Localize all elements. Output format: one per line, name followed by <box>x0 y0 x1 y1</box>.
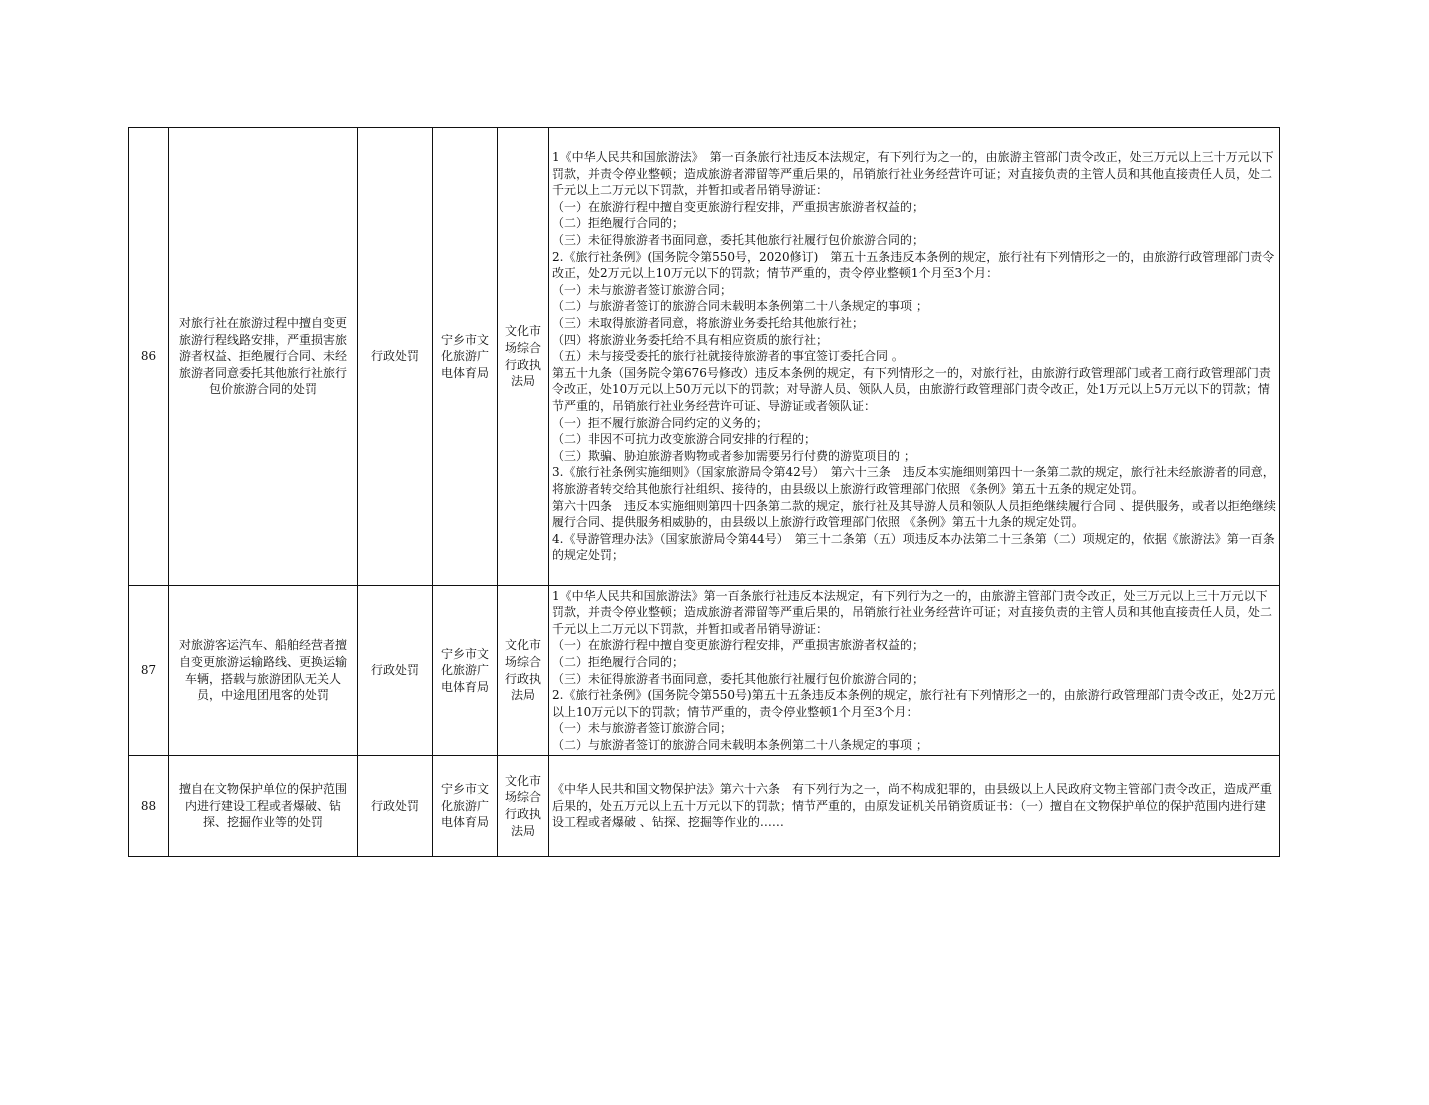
power-type: 行政处罚 <box>358 586 433 756</box>
legal-basis-line: （二）拒绝履行合同的； <box>552 216 685 231</box>
legal-basis-line: （一）未与旅游者签订旅游合同； <box>552 282 733 297</box>
legal-basis-line: 1《中华人民共和国旅游法》 第一百条旅行社违反本法规定，有下列行为之一的，由旅游主管部门责令改正，处三万元以上三十万元以下罚款，并责令停业整顿；造成旅游者滞留等严重后果的，吊销旅行社业务经营许可证；对直接负责的主管人员和其他直接责任人员，处二千元以上二万元以下罚款，并暂扣或者吊销导游证： <box>552 150 1274 198</box>
legal-basis-line: 2.《旅行社条例》(国务院令第550号，2020修订) 第五十五条违反本条例的规定，旅行社有下列情形之一的，由旅游行政管理部门责令改正，处2万元以上10万元以下的罚款；情节严重的，责令停业整顿1个月至3个月： <box>552 249 1275 281</box>
legal-basis-line: 《中华人民共和国文物保护法》第六十六条 有下列行为之一，尚不构成犯罪的，由县级以上人民政府文物主管部门责令改正，造成严重后果的，处五万元以上五十万元以下的罚款；情节严重的，由原发证机关吊销资质证书：（一）擅自在文物保护单位的保护范围内进行建设工程或者爆破 、钻探、挖掘等作业的…… <box>552 782 1273 830</box>
penalty-item-name: 擅自在文物保护单位的保护范围内进行建设工程或者爆破、钻探、挖掘作业等的处罚 <box>169 756 358 857</box>
legal-basis-line: （二）与旅游者签订的旅游合同未载明本条例第二十八条规定的事项 ； <box>552 299 928 314</box>
legal-basis-line: （一）拒不履行旅游合同约定的义务的； <box>552 415 769 430</box>
legal-basis-line: 4.《导游管理办法》（国家旅游局令第44号） 第三十二条第（五）项违反本办法第二十三条第（二）项规定的，依据《旅游法》第一百条的规定处罚； <box>552 531 1275 563</box>
legal-basis-line: （三）欺骗、胁迫旅游者购物或者参加需要另行付费的游览项目的 ； <box>552 448 916 463</box>
legal-basis <box>549 586 1280 756</box>
legal-basis-line: 第五十九条（国务院令第676号修改）违反本条例的规定，有下列情形之一的，对旅行社，由旅游行政管理部门或者工商行政管理部门责令改正，处10万元以上50万元以下的罚款；对导游人员、领队人员，由旅游行政管理部门责令改正，处1万元以上5万元以下的罚款；情节严重的，吊销旅行社业务经营许可证、导游证或者领队证： <box>552 365 1271 413</box>
legal-basis-line: （一）未与旅游者签订旅游合同； <box>552 721 733 736</box>
legal-basis-line: （三）未征得旅游者书面同意，委托其他旅行社履行包价旅游合同的； <box>552 233 925 248</box>
legal-basis-line: （二）拒绝履行合同的； <box>552 654 685 669</box>
legal-basis-line: （一）在旅游行程中擅自变更旅游行程安排，严重损害旅游者权益的； <box>552 199 925 214</box>
implementing-department: 宁乡市文化旅游广电体育局 <box>433 756 498 857</box>
table-row <box>129 128 1280 586</box>
implementing-department: 宁乡市文化旅游广电体育局 <box>433 128 498 586</box>
enforcement-agency: 文化市场综合行政执法局 <box>498 586 549 756</box>
penalty-item-name: 对旅行社在旅游过程中擅自变更旅游行程线路安排，严重损害旅游者权益、拒绝履行合同、未经旅游者同意委托其他旅行社旅行包价旅游合同的处罚 <box>169 128 358 586</box>
penalty-item-name: 对旅游客运汽车、船舶经营者擅自变更旅游运输路线、更换运输车辆，搭载与旅游团队无关人员，中途甩团甩客的处罚 <box>169 586 358 756</box>
penalty-items-table <box>128 127 1280 857</box>
implementing-department: 宁乡市文化旅游广电体育局 <box>433 586 498 756</box>
legal-basis-line: （四）将旅游业务委托给不具有相应资质的旅行社； <box>552 332 829 347</box>
legal-basis-line: （一）在旅游行程中擅自变更旅游行程安排，严重损害旅游者权益的； <box>552 638 925 653</box>
row-number: 88 <box>129 756 169 857</box>
legal-basis <box>549 128 1280 586</box>
legal-basis-line: （二）非因不可抗力改变旅游合同安排的行程的； <box>552 432 817 447</box>
legal-basis-line: 3.《旅行社条例实施细则》（国家旅游局令第42号） 第六十三条 违反本实施细则第四十一条第二款的规定，旅行社未经旅游者的同意，将旅游者转交给其他旅行社组织、接待的，由县级以上旅游行政管理部门依照 《条例》第五十五条的规定处罚。 <box>552 465 1275 496</box>
legal-basis-line: （三）未取得旅游者同意，将旅游业务委托给其他旅行社； <box>552 316 865 331</box>
legal-basis-line: 1《中华人民共和国旅游法》第一百条旅行社违反本法规定，有下列行为之一的，由旅游主管部门责令改正，处三万元以上三十万元以下罚款，并责令停业整顿；造成旅游者滞留等严重后果的，吊销旅行社业务经营许可证；对直接负责的主管人员和其他直接责任人员，处二千元以上二万元以下罚款，并暂扣或者吊销导游证： <box>552 588 1273 636</box>
row-number: 86 <box>129 128 169 586</box>
legal-basis <box>549 756 1280 857</box>
power-type: 行政处罚 <box>358 128 433 586</box>
legal-basis-line: （五）未与接受委托的旅行社就接待旅游者的事宜签订委托合同 。 <box>552 349 904 364</box>
legal-basis-line: 第六十四条 违反本实施细则第四十四条第二款的规定，旅行社及其导游人员和领队人员拒绝继续履行合同 、提供服务，或者以拒绝继续履行合同、提供服务相威胁的，由县级以上旅游行政管理部门依照 《条例》第五十九条的规定处罚。 <box>552 498 1276 530</box>
enforcement-agency: 文化市场综合行政执法局 <box>498 128 549 586</box>
enforcement-agency: 文化市场综合行政执法局 <box>498 756 549 857</box>
legal-basis-line: 2.《旅行社条例》(国务院令第550号)第五十五条违反本条例的规定，旅行社有下列情形之一的，由旅游行政管理部门责令改正，处2万元以上10万元以下的罚款；情节严重的，责令停业整顿1个月至3个月： <box>552 688 1276 719</box>
power-type: 行政处罚 <box>358 756 433 857</box>
legal-basis-line: （三）未征得旅游者书面同意，委托其他旅行社履行包价旅游合同的； <box>552 671 925 686</box>
row-number: 87 <box>129 586 169 756</box>
table-row <box>129 586 1280 756</box>
legal-basis-line: （二）与旅游者签订的旅游合同未载明本条例第二十八条规定的事项 ； <box>552 737 928 752</box>
table-row <box>129 756 1280 857</box>
